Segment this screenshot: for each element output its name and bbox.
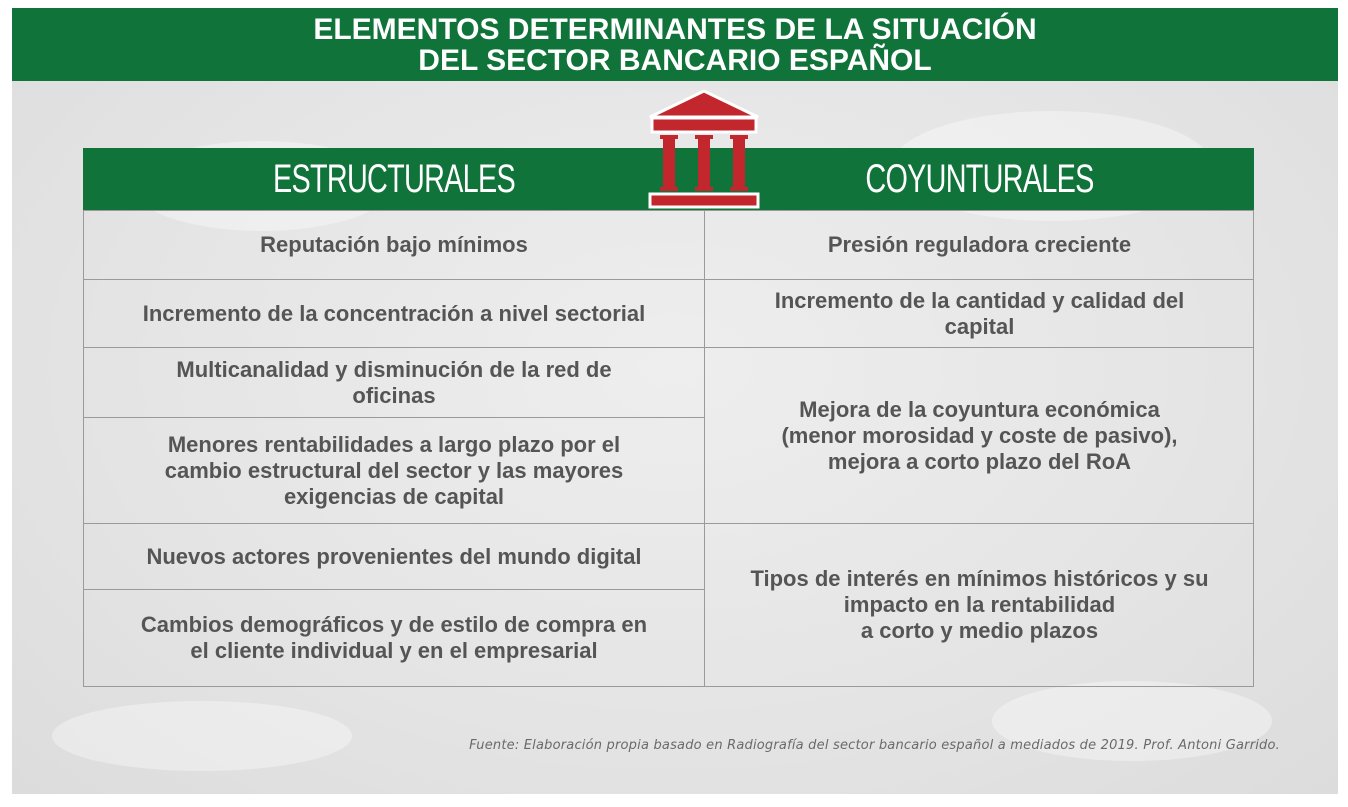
bank-beam [652,118,756,132]
title-bar [12,8,1338,81]
coyuntural-item: Mejora de la coyuntura económica (menor morosidad y coste de pasivo), mejora a corto plazo del RoA [781,396,1178,474]
estructural-item: Incremento de la concentración a nivel sectorial [142,300,646,326]
bank-base [650,194,758,207]
bank-column-3 [733,139,745,189]
bank-roof [650,91,758,117]
bank-column-base-1 [660,187,678,191]
bank-column-base-2 [695,187,713,191]
estructural-item: Reputación bajo mínimos [260,232,528,257]
title-line-2: DEL SECTOR BANCARIO ESPAÑOL [418,44,932,77]
bank-column-base-3 [730,187,748,191]
bank-column-cap-3 [730,135,748,139]
title-line-1: ELEMENTOS DETERMINANTES DE LA SITUACIÓN [313,13,1037,46]
estructural-item: Nuevos actores provenientes del mundo digital [146,543,642,569]
bank-column-2 [698,139,710,189]
coyuntural-item: Incremento de la cantidad y calidad del capital [774,287,1185,339]
column-header-estructurales: ESTRUCTURALES [273,157,515,201]
coyuntural-item: Presión reguladora creciente [827,232,1132,257]
source-footnote: Fuente: Elaboración propia basado en Radiografía del sector bancario español a mediados de 2019. Prof. Antoni Garrido. [469,738,1280,753]
estructural-item: Multicanalidad y disminución de la red de oficinas [176,356,612,408]
bank-column-1 [663,139,675,189]
bank-building-icon [646,89,762,211]
estructural-item: Menores rentabilidades a largo plazo por el cambio estructural del sector y las mayores exigencias de capital [164,431,624,509]
bank-column-cap-2 [695,135,713,139]
coyuntural-item: Tipos de interés en mínimos históricos y su impacto en la rentabilidad a corto y medio plazos [750,566,1209,643]
estructural-item: Cambios demográficos y de estilo de compra en el cliente individual y en el empresarial [140,612,648,663]
column-header-coyunturales: COYUNTURALES [865,157,1094,201]
bank-column-cap-1 [660,135,678,139]
